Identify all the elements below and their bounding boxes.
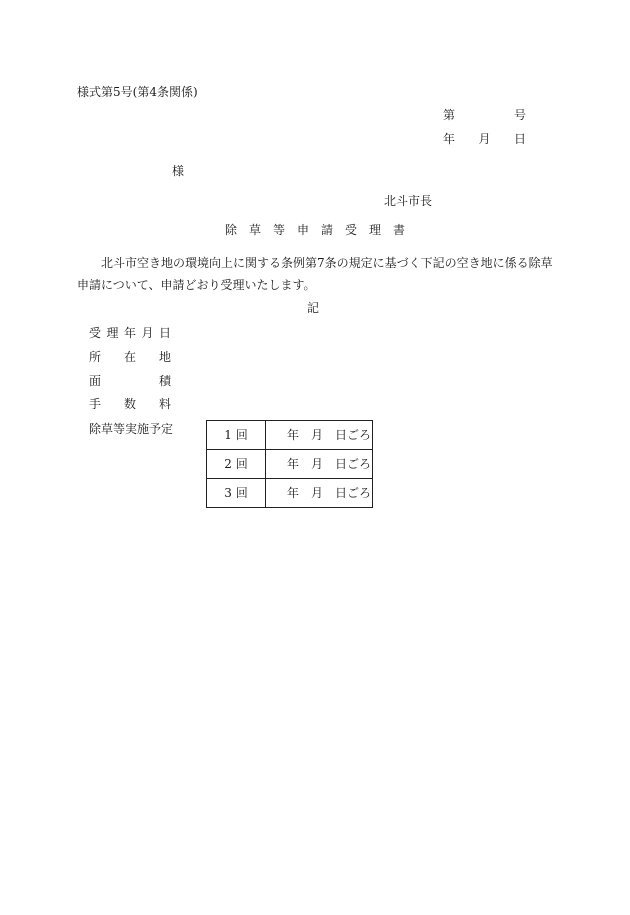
schedule-date: 年 月 日ごろ xyxy=(266,421,373,450)
item-receipt-date-char: 日 xyxy=(158,326,171,340)
item-area-char: 面 xyxy=(89,374,102,388)
item-receipt-date xyxy=(89,325,171,341)
document-date xyxy=(443,131,526,147)
document-title: 除 草 等 申 請 受 理 書 xyxy=(225,223,406,237)
schedule-round: 1 回 xyxy=(207,421,266,450)
table-row xyxy=(207,479,373,508)
item-area xyxy=(89,373,171,389)
body-text-line-2: 申請について、申請どおり受理いたします。 xyxy=(77,278,316,292)
item-area-char: 積 xyxy=(158,374,171,388)
item-location xyxy=(89,349,171,365)
schedule-table xyxy=(206,420,373,508)
schedule-date: 年 月 日ごろ xyxy=(266,450,373,479)
doc-date-month: 月 xyxy=(478,132,491,146)
addressee-suffix: 様 xyxy=(172,164,185,178)
doc-number-prefix: 第 xyxy=(443,108,456,122)
schedule-round: 2 回 xyxy=(207,450,266,479)
document-number xyxy=(443,107,526,123)
item-location-char: 所 xyxy=(89,350,102,364)
table-row xyxy=(207,450,373,479)
item-schedule-label: 除草等実施予定 xyxy=(89,422,174,436)
item-location-char: 在 xyxy=(123,350,136,364)
item-receipt-date-char: 受 xyxy=(89,326,102,340)
form-id-label: 様式第5号(第4条関係) xyxy=(77,85,198,99)
item-fee xyxy=(89,396,171,412)
item-receipt-date-char: 理 xyxy=(106,326,119,340)
item-receipt-date-char: 月 xyxy=(141,326,154,340)
item-fee-char: 手 xyxy=(89,397,102,411)
doc-number-suffix: 号 xyxy=(513,108,526,122)
doc-date-year: 年 xyxy=(443,132,456,146)
schedule-date: 年 月 日ごろ xyxy=(266,479,373,508)
issuer-name: 北斗市長 xyxy=(384,194,433,208)
item-receipt-date-char: 年 xyxy=(123,326,136,340)
item-fee-char: 数 xyxy=(123,397,136,411)
item-location-char: 地 xyxy=(158,350,171,364)
doc-date-day: 日 xyxy=(513,132,526,146)
body-text-line-1: 北斗市空き地の環境向上に関する条例第7条の規定に基づく下記の空き地に係る除草 xyxy=(101,256,553,270)
ki-heading: 記 xyxy=(307,301,320,315)
item-fee-char: 料 xyxy=(158,397,171,411)
table-row xyxy=(207,421,373,450)
schedule-round: 3 回 xyxy=(207,479,266,508)
